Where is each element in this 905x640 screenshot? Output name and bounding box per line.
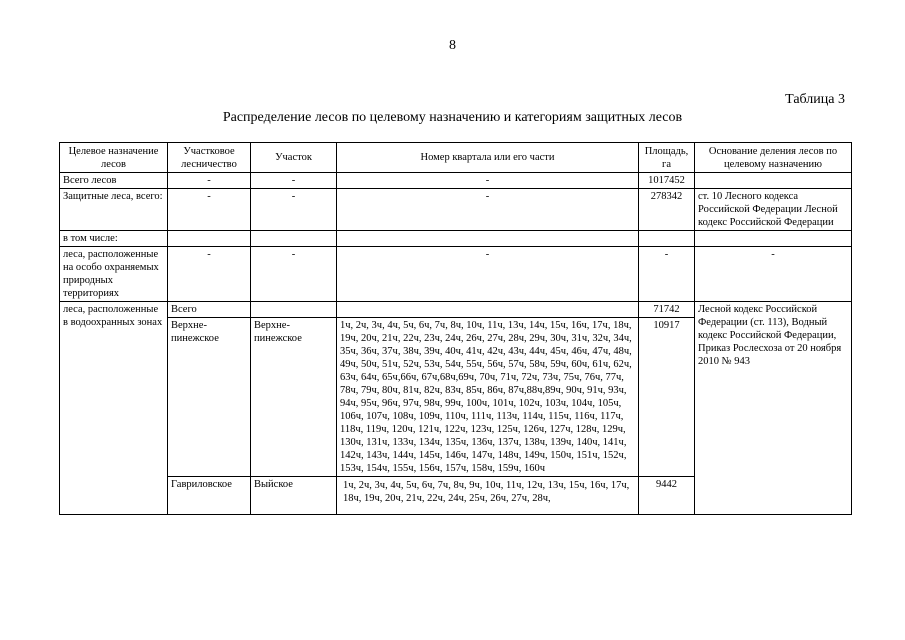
table-header-row [60, 143, 852, 173]
total-area: 1017452 [639, 173, 695, 189]
header-quarter: Номер квартала или его части [337, 143, 639, 173]
protective-basis: ст. 10 Лесного кодекса Российской Федерации Лесной кодекс Российской Федерации [695, 189, 852, 231]
oopt-purpose: леса, расположенные на особо охраняемых природных территориях [60, 247, 168, 302]
header-basis: Основание деления лесов по целевому назначению [695, 143, 852, 173]
oopt-basis: - [695, 247, 852, 302]
water-basis: Лесной кодекс Российской Федерации (ст. 113), Водный кодекс Российской Федерации, Приказ Рослесхоза от 20 ноября 2010 № 943 [695, 302, 852, 515]
sub1-quarter: 1ч, 2ч, 3ч, 4ч, 5ч, 6ч, 7ч, 8ч, 10ч, 11ч, 13ч, 14ч, 15ч, 16ч, 17ч, 18ч, 19ч, 20ч, 21ч, 22ч, 23ч, 24ч, 26ч, 27ч, 28ч, 29ч, 30ч, 31ч, 32ч, 34ч, 35ч, 36ч, 37ч, 38ч, 39ч, 40ч, 41ч, 42ч, 43ч, 44ч, 45ч, 46ч, 47ч, 48ч, 49ч, 50ч, 51ч, 52ч, 53ч, 54ч, 55ч, 56ч, 57ч, 58ч, 59ч, 60ч, 61ч, 62ч, 63ч, 64ч, 65ч,66ч, 67ч,68ч,69ч, 70ч, 71ч, 72ч, 73ч, 75ч, 76ч, 77ч, 78ч, 79ч, 80ч, 81ч, 82ч, 83ч, 85ч, 86ч, 87ч,88ч,89ч, 90ч, 91ч, 93ч, 94ч, 95ч, 96ч, 97ч, 98ч, 99ч, 100ч, 101ч, 102ч, 103ч, 104ч, 105ч, 106ч, 107ч, 108ч, 109ч, 110ч, 111ч, 113ч, 114ч, 115ч, 116ч, 117ч, 118ч, 119ч, 120ч, 121ч, 122ч, 123ч, 125ч, 126ч, 127ч, 128ч, 129ч, 130ч, 131ч, 133ч, 134ч, 135ч, 136ч, 137ч, 138ч, 139ч, 140ч, 141ч, 142ч, 143ч, 144ч, 145ч, 146ч, 147ч, 148ч, 149ч, 150ч, 151ч, 152ч, 153ч, 154ч, 155ч, 156ч, 157ч, 158ч, 159ч, 160ч [337, 318, 639, 477]
table-label: Таблица 3 [785, 92, 845, 107]
total-section: - [251, 173, 337, 189]
forest-distribution-table [59, 142, 852, 515]
water-purpose: леса, расположенные в водоохранных зонах [60, 302, 168, 515]
table-caption: Распределение лесов по целевому назначению и категориям защитных лесов [222, 110, 683, 125]
sub2-section: Выйское [251, 477, 337, 515]
total-forestry: - [168, 173, 251, 189]
oopt-section: - [251, 247, 337, 302]
protective-quarter: - [337, 189, 639, 231]
sub2-quarter: 1ч, 2ч, 3ч, 4ч, 5ч, 6ч, 7ч, 8ч, 9ч, 10ч, 11ч, 12ч, 13ч, 15ч, 16ч, 17ч, 18ч, 19ч, 20ч, 21ч, 22ч, 24ч, 25ч, 26ч, 27ч, 28ч, [343, 480, 630, 504]
table-row-total [60, 173, 852, 189]
oopt-quarter: - [337, 247, 639, 302]
header-area: Площадь, га [639, 143, 695, 173]
oopt-area: - [639, 247, 695, 302]
protective-purpose: Защитные леса, всего: [60, 189, 168, 231]
including-label: в том числе: [60, 231, 168, 247]
protective-section: - [251, 189, 337, 231]
total-quarter: - [337, 173, 639, 189]
table-row-including [60, 231, 852, 247]
sub2-forestry: Гавриловское [168, 477, 251, 515]
sub1-section: Верхне-пинежское [251, 318, 337, 477]
table-row-water-total [60, 302, 852, 318]
header-purpose: Целевое назначение лесов [60, 143, 168, 173]
protective-area: 278342 [639, 189, 695, 231]
total-basis [695, 173, 852, 189]
page-number: 8 [449, 38, 456, 53]
sub1-area: 10917 [639, 318, 695, 477]
water-total-label: Всего [168, 302, 251, 318]
sub1-forestry: Верхне-пинежское [168, 318, 251, 477]
table-row-oopt [60, 247, 852, 302]
table-row-protective [60, 189, 852, 231]
oopt-forestry: - [168, 247, 251, 302]
total-purpose: Всего лесов [60, 173, 168, 189]
header-forestry: Участковое лесничество [168, 143, 251, 173]
water-total-area: 71742 [639, 302, 695, 318]
protective-forestry: - [168, 189, 251, 231]
sub2-area: 9442 [639, 477, 695, 515]
header-section: Участок [251, 143, 337, 173]
